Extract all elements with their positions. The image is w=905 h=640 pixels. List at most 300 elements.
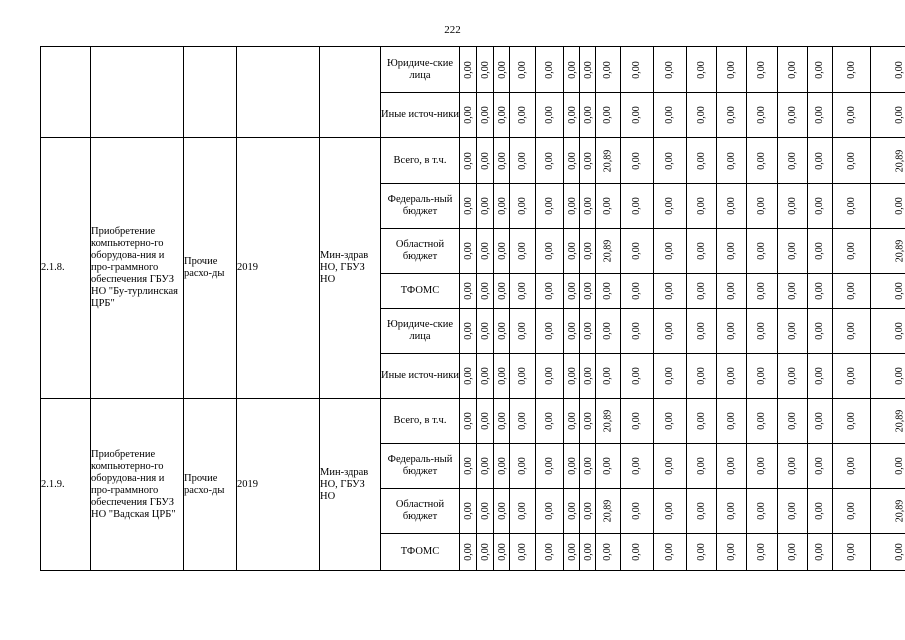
value-text: 0,00 [631, 282, 642, 300]
value-text: 0,00 [479, 322, 491, 340]
value-text: 0,00 [631, 106, 642, 124]
value-cell [654, 93, 687, 138]
value-cell [654, 444, 687, 489]
value-text: 0,00 [814, 151, 825, 170]
value-text: 0,00 [602, 60, 613, 79]
value-cell [494, 93, 510, 138]
value-text: 0,00 [566, 60, 578, 79]
value-cell [871, 354, 905, 399]
value-text: 0,00 [814, 502, 825, 520]
value-text: 0,00 [479, 151, 491, 170]
value-cell [564, 184, 580, 229]
value-cell [687, 489, 717, 534]
value-cell [460, 444, 477, 489]
value-text: 0,00 [479, 502, 491, 520]
value-text: 0,00 [479, 60, 491, 79]
value-text: 0,00 [631, 60, 642, 79]
value-text: 0,00 [582, 322, 594, 340]
value-cell [477, 274, 494, 309]
value-text: 0,00 [756, 106, 767, 124]
value-text: 0,00 [602, 457, 613, 475]
value-text: 0,00 [543, 412, 555, 430]
value-cell [494, 47, 510, 93]
value-cell [808, 184, 833, 229]
value-cell [621, 534, 654, 571]
value-cell [477, 138, 494, 184]
value-text: 0,00 [582, 60, 594, 79]
value-text: 0,00 [725, 151, 737, 170]
value-cell [596, 444, 621, 489]
value-cell [871, 399, 905, 444]
value-cell [477, 489, 494, 534]
value-text: 0,00 [631, 367, 642, 385]
value-cell [808, 229, 833, 274]
value-cell [564, 534, 580, 571]
value-cell [580, 444, 596, 489]
value-text: 0,00 [631, 502, 642, 520]
value-text: 0,00 [462, 197, 474, 215]
value-text: 0,00 [566, 242, 578, 260]
value-cell [510, 47, 536, 93]
value-text: 0,00 [664, 151, 675, 170]
value-cell [460, 229, 477, 274]
value-text: 0,00 [543, 106, 555, 124]
value-text: 0,00 [479, 282, 491, 300]
value-cell [564, 444, 580, 489]
value-text: 0,00 [756, 60, 767, 79]
value-text: 0,00 [756, 197, 767, 215]
value-cell [687, 354, 717, 399]
value-text: 0,00 [582, 197, 594, 215]
value-text: 0,00 [695, 412, 707, 430]
value-cell [564, 274, 580, 309]
value-text: 0,00 [664, 242, 675, 260]
executor [320, 47, 381, 138]
value-text: 0,00 [845, 367, 857, 385]
value-text: 0,00 [479, 197, 491, 215]
value-cell [808, 47, 833, 93]
value-text: 0,00 [516, 106, 528, 124]
value-cell [460, 184, 477, 229]
value-cell [654, 309, 687, 354]
value-cell [564, 489, 580, 534]
value-cell [778, 184, 808, 229]
value-cell [510, 444, 536, 489]
value-text: 0,00 [631, 543, 642, 561]
value-cell [494, 229, 510, 274]
value-cell [477, 229, 494, 274]
table-row [41, 138, 905, 184]
value-cell [747, 229, 778, 274]
value-text: 0,00 [566, 457, 578, 475]
value-text: 0,00 [462, 106, 474, 124]
funding-source: ТФОМС [381, 274, 460, 309]
value-text: 0,00 [496, 502, 508, 520]
value-text: 0,00 [516, 502, 528, 520]
value-text: 0,00 [582, 242, 594, 260]
value-cell [871, 47, 905, 93]
value-cell [621, 229, 654, 274]
value-text: 0,00 [566, 282, 578, 300]
value-cell [460, 309, 477, 354]
value-text: 0,00 [543, 151, 555, 170]
value-cell [580, 534, 596, 571]
value-text: 0,00 [631, 322, 642, 340]
value-text: 0,00 [695, 197, 707, 215]
value-cell [460, 489, 477, 534]
value-text: 0,00 [725, 242, 737, 260]
value-text: 0,00 [695, 502, 707, 520]
value-text: 0,00 [845, 543, 857, 561]
value-text: 20,89 [602, 409, 613, 433]
value-text: 0,00 [496, 106, 508, 124]
funding-source: Областной бюджет [381, 229, 460, 274]
executor: Мин-здрав НО, ГБУЗ НО [320, 138, 381, 399]
value-text: 0,00 [566, 502, 578, 520]
value-cell [808, 444, 833, 489]
value-text: 0,00 [566, 322, 578, 340]
value-cell [536, 274, 564, 309]
value-cell [596, 534, 621, 571]
value-cell [687, 138, 717, 184]
value-cell [536, 399, 564, 444]
value-cell [580, 184, 596, 229]
value-cell [536, 47, 564, 93]
value-cell [477, 93, 494, 138]
value-text: 0,00 [814, 242, 825, 260]
value-text: 0,00 [786, 502, 798, 520]
value-text: 0,00 [695, 106, 707, 124]
value-text: 0,00 [814, 543, 825, 561]
item-year: 2019 [237, 138, 320, 399]
value-text: 0,00 [496, 60, 508, 79]
value-cell [564, 354, 580, 399]
value-text: 0,00 [664, 60, 675, 79]
value-cell [596, 309, 621, 354]
value-text: 0,00 [786, 242, 798, 260]
value-cell [833, 309, 871, 354]
value-cell [564, 229, 580, 274]
value-text: 0,00 [814, 197, 825, 215]
funding-source: Иные источ-ники [381, 93, 460, 138]
value-text: 0,00 [479, 106, 491, 124]
value-text: 20,89 [602, 499, 613, 523]
value-text: 0,00 [786, 282, 798, 300]
value-text: 0,00 [786, 412, 798, 430]
value-cell [510, 184, 536, 229]
value-cell [871, 309, 905, 354]
value-cell [510, 354, 536, 399]
value-cell [580, 309, 596, 354]
value-cell [510, 399, 536, 444]
value-cell [564, 309, 580, 354]
value-cell [621, 274, 654, 309]
value-cell [510, 138, 536, 184]
page-number: 222 [444, 24, 461, 36]
value-text: 0,00 [786, 151, 798, 170]
value-text: 0,00 [479, 543, 491, 561]
value-text: 0,00 [894, 543, 905, 561]
value-text: 0,00 [814, 282, 825, 300]
value-cell [494, 354, 510, 399]
value-text: 0,00 [516, 457, 528, 475]
value-cell [717, 309, 747, 354]
value-cell [460, 47, 477, 93]
value-cell [871, 444, 905, 489]
value-cell [494, 138, 510, 184]
value-text: 0,00 [516, 242, 528, 260]
value-text: 0,00 [631, 151, 642, 170]
value-cell [596, 354, 621, 399]
value-cell [596, 47, 621, 93]
value-text: 0,00 [756, 151, 767, 170]
value-cell [778, 47, 808, 93]
value-text: 0,00 [664, 457, 675, 475]
value-text: 0,00 [786, 322, 798, 340]
value-text: 0,00 [664, 412, 675, 430]
value-text: 0,00 [725, 543, 737, 561]
value-text: 0,00 [582, 502, 594, 520]
value-cell [621, 184, 654, 229]
value-text: 0,00 [602, 106, 613, 124]
value-cell [833, 47, 871, 93]
value-cell [778, 399, 808, 444]
value-text: 0,00 [582, 543, 594, 561]
value-cell [536, 138, 564, 184]
value-text: 0,00 [582, 367, 594, 385]
value-cell [580, 399, 596, 444]
value-cell [621, 47, 654, 93]
value-cell [564, 93, 580, 138]
expense-type: Прочие расхо-ды [184, 138, 237, 399]
funding-source: Федераль-ный бюджет [381, 184, 460, 229]
value-text: 0,00 [543, 457, 555, 475]
value-text: 0,00 [786, 367, 798, 385]
value-text: 0,00 [496, 242, 508, 260]
value-text: 0,00 [894, 60, 905, 79]
value-text: 20,89 [894, 499, 905, 523]
value-text: 0,00 [479, 457, 491, 475]
value-cell [687, 444, 717, 489]
value-cell [654, 138, 687, 184]
value-text: 0,00 [894, 106, 905, 124]
value-cell [621, 444, 654, 489]
value-cell [717, 399, 747, 444]
funding-source: Областной бюджет [381, 489, 460, 534]
value-cell [808, 138, 833, 184]
item-name [91, 47, 184, 138]
value-text: 0,00 [543, 367, 555, 385]
value-text: 0,00 [582, 151, 594, 170]
table-row [41, 47, 905, 93]
value-text: 0,00 [516, 60, 528, 79]
value-text: 0,00 [756, 242, 767, 260]
value-text: 0,00 [479, 367, 491, 385]
value-text: 0,00 [786, 60, 798, 79]
value-text: 0,00 [543, 322, 555, 340]
value-cell [494, 184, 510, 229]
value-cell [654, 354, 687, 399]
budget-table [40, 46, 905, 571]
value-cell [717, 47, 747, 93]
value-cell [717, 354, 747, 399]
value-text: 0,00 [756, 322, 767, 340]
value-text: 0,00 [845, 282, 857, 300]
value-cell [510, 93, 536, 138]
value-cell [717, 184, 747, 229]
value-cell [717, 93, 747, 138]
value-text: 0,00 [462, 151, 474, 170]
value-text: 0,00 [631, 242, 642, 260]
value-cell [580, 47, 596, 93]
value-cell [871, 534, 905, 571]
value-text: 0,00 [845, 60, 857, 79]
value-text: 0,00 [566, 412, 578, 430]
value-cell [536, 309, 564, 354]
value-cell [596, 138, 621, 184]
value-cell [621, 309, 654, 354]
value-cell [808, 534, 833, 571]
value-cell [596, 184, 621, 229]
value-cell [747, 47, 778, 93]
value-cell [621, 93, 654, 138]
value-cell [494, 489, 510, 534]
value-text: 0,00 [582, 282, 594, 300]
value-cell [510, 489, 536, 534]
value-cell [596, 489, 621, 534]
value-text: 0,00 [894, 282, 905, 300]
value-text: 0,00 [894, 197, 905, 215]
value-text: 0,00 [516, 197, 528, 215]
value-cell [778, 444, 808, 489]
value-cell [687, 309, 717, 354]
value-cell [580, 354, 596, 399]
value-cell [747, 444, 778, 489]
value-cell [580, 229, 596, 274]
value-cell [747, 534, 778, 571]
value-text: 0,00 [602, 282, 613, 300]
value-text: 0,00 [602, 197, 613, 215]
value-cell [871, 274, 905, 309]
value-text: 0,00 [725, 197, 737, 215]
value-cell [871, 489, 905, 534]
value-text: 0,00 [631, 412, 642, 430]
value-cell [477, 399, 494, 444]
value-text: 0,00 [725, 106, 737, 124]
item-name: Приобретение компьютерно-го оборудова-ния и про-граммного обеспечения ГБУЗ НО "Вадская ЦРБ" [91, 399, 184, 571]
value-text: 0,00 [664, 197, 675, 215]
item-number: 2.1.8. [41, 138, 91, 399]
executor: Мин-здрав НО, ГБУЗ НО [320, 399, 381, 571]
value-cell [871, 93, 905, 138]
value-cell [494, 309, 510, 354]
value-text: 0,00 [695, 543, 707, 561]
value-cell [596, 274, 621, 309]
value-cell [510, 229, 536, 274]
value-text: 0,00 [786, 106, 798, 124]
value-text: 0,00 [543, 242, 555, 260]
value-cell [747, 354, 778, 399]
value-text: 0,00 [814, 60, 825, 79]
value-text: 20,89 [602, 149, 613, 172]
value-cell [494, 399, 510, 444]
value-text: 0,00 [543, 543, 555, 561]
value-cell [747, 93, 778, 138]
value-cell [654, 47, 687, 93]
funding-source: Всего, в т.ч. [381, 138, 460, 184]
value-cell [536, 444, 564, 489]
value-text: 0,00 [725, 322, 737, 340]
value-cell [621, 138, 654, 184]
value-cell [460, 93, 477, 138]
value-text: 0,00 [543, 60, 555, 79]
item-number [41, 47, 91, 138]
item-name: Приобретение компьютерно-го оборудова-ния и про-граммного обеспечения ГБУЗ НО "Бу-турлинская ЦРБ" [91, 138, 184, 399]
value-cell [621, 399, 654, 444]
value-text: 0,00 [894, 322, 905, 340]
funding-source: Юридиче-ские лица [381, 47, 460, 93]
value-cell [833, 534, 871, 571]
value-text: 0,00 [695, 457, 707, 475]
value-cell [477, 534, 494, 571]
value-cell [717, 229, 747, 274]
value-cell [833, 399, 871, 444]
funding-source: ТФОМС [381, 534, 460, 571]
value-cell [778, 354, 808, 399]
value-text: 0,00 [602, 543, 613, 561]
funding-source: Всего, в т.ч. [381, 399, 460, 444]
funding-source: Юридиче-ские лица [381, 309, 460, 354]
value-text: 0,00 [725, 412, 737, 430]
value-cell [747, 399, 778, 444]
value-text: 0,00 [543, 197, 555, 215]
value-cell [536, 229, 564, 274]
value-cell [564, 399, 580, 444]
item-number: 2.1.9. [41, 399, 91, 571]
value-text: 0,00 [756, 457, 767, 475]
value-text: 20,89 [602, 239, 613, 263]
value-cell [536, 93, 564, 138]
value-cell [536, 534, 564, 571]
value-text: 0,00 [566, 367, 578, 385]
value-text: 0,00 [664, 106, 675, 124]
value-cell [871, 229, 905, 274]
value-cell [596, 93, 621, 138]
value-text: 0,00 [756, 543, 767, 561]
value-text: 0,00 [664, 367, 675, 385]
value-text: 0,00 [462, 457, 474, 475]
value-cell [654, 489, 687, 534]
value-text: 0,00 [725, 60, 737, 79]
value-cell [833, 354, 871, 399]
value-cell [778, 534, 808, 571]
value-text: 0,00 [462, 322, 474, 340]
value-cell [477, 444, 494, 489]
value-cell [494, 534, 510, 571]
value-cell [477, 309, 494, 354]
value-text: 0,00 [695, 151, 707, 170]
value-cell [717, 489, 747, 534]
value-text: 0,00 [496, 197, 508, 215]
value-text: 0,00 [462, 412, 474, 430]
value-text: 0,00 [845, 106, 857, 124]
value-cell [687, 229, 717, 274]
value-cell [778, 229, 808, 274]
value-cell [808, 489, 833, 534]
value-text: 0,00 [845, 502, 857, 520]
value-text: 0,00 [516, 151, 528, 170]
value-cell [833, 138, 871, 184]
